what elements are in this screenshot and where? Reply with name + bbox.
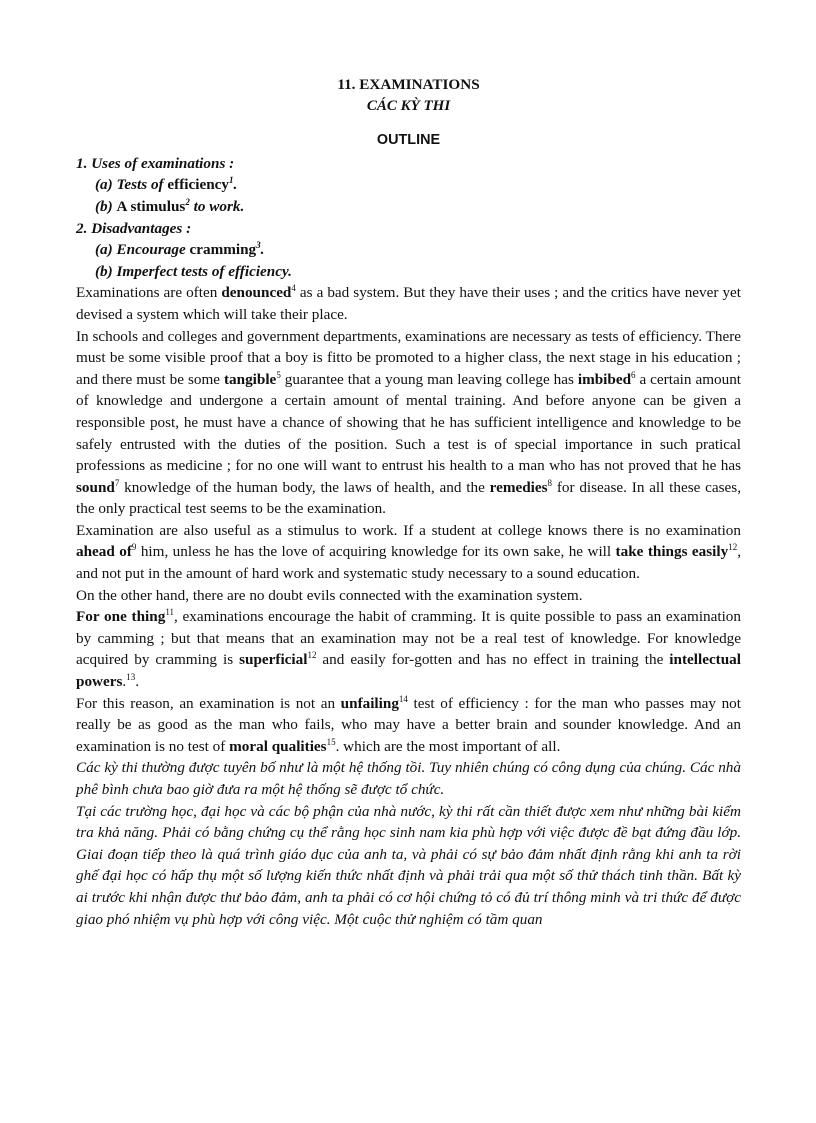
text: . which are the most important of all. <box>335 737 561 755</box>
footnote-ref: 3 <box>256 240 261 251</box>
text: him, unless he has the love of acquiring knowledge for its own sake, he will <box>136 543 616 561</box>
outline-text: (a) Encourage <box>95 241 190 259</box>
vietnamese-paragraph-2: Tại các trường học, đại học và các bộ phận của nhà nước, kỳ thi rất cần thiết được xem như những bài kiểm tra khả năng. Phải có bằng chứng cụ thể rằng học sinh nam kia phù hợp với việc được đề bạt đứng đầu lớp. Giai đoạn tiếp theo là quá trình giáo dục của anh ta, và phải có sự bảo đảm nhất định rằng khi anh ta rời ghế đại học có hấp thụ một số lượng kiến thức nhất định và phải trải qua một số thử thách tinh thần. Bất kỳ ai trước khi nhận được thư bảo đảm, anh ta phải có cơ hội chứng tỏ có đủ trí thông minh và tri thức để được giao phó nhiệm vụ phù hợp với công việc. Một cuộc thử nghiệm có tầm quan <box>76 802 741 928</box>
paragraph-4: On the other hand, there are no doubt evils connected with the examination system. <box>76 586 583 604</box>
outline-section-1: 1. Uses of examinations : <box>76 154 235 172</box>
text: and easily for-gotten and has no effect in training the <box>316 651 670 669</box>
text: . <box>135 673 139 691</box>
vocab-term: remedies <box>489 478 548 496</box>
text: , examinations encourage the habit of cramming. It is quite possible to pass an examination by camming ; but that means that an examination may not be a real test of knowledge. For knowledge acquired by cramming is <box>76 608 741 669</box>
vocab-term: denounced <box>221 284 292 302</box>
footnote-ref: 12 <box>728 542 738 553</box>
paragraph-1 <box>76 282 741 325</box>
paragraph-6 <box>76 693 741 758</box>
text: for disease. In all these cases, the only practical test seems to be the examination. <box>76 478 741 518</box>
outline-item-2a <box>76 239 741 261</box>
text: guarantee that a young man leaving college has <box>280 370 578 388</box>
paragraph-5 <box>76 606 741 692</box>
vocab-term: intellectual powers <box>76 651 741 691</box>
footnote-ref: 7 <box>114 477 120 488</box>
document-page <box>76 74 741 930</box>
outline-text: (a) Tests of <box>95 176 168 194</box>
footnote-ref: 11 <box>165 607 174 618</box>
paragraph-2 <box>76 326 741 520</box>
text: . <box>122 673 127 691</box>
text: For this reason, an examination is not an <box>76 694 341 712</box>
vocab-term: sound <box>76 478 115 496</box>
text: a certain amount of knowledge and undergone a certain amount of mental training. And before anyone can be given a responsible post, he must have a chance of showing that he has sufficient intelligence and knowledge to be safely entrusted with the duties of the position. Such a test is of special importance in such pratical professions as medicine ; for no one will want to entrust his health to a man who has not proved that he has <box>76 370 742 475</box>
footnote-ref: 12 <box>307 650 317 661</box>
outline-term: efficiency <box>167 176 229 194</box>
outline-text: . <box>233 176 238 194</box>
outline-term: cramming <box>189 241 257 259</box>
vocab-term: unfailing <box>340 694 399 712</box>
text: Examinations are often <box>76 284 222 302</box>
outline-text: . <box>260 241 265 259</box>
footnote-ref: 1 <box>228 175 234 186</box>
outline-item-1b <box>76 196 741 218</box>
vocab-term: take things easily <box>615 543 729 561</box>
text: as a bad system. But they have their uses ; and the critics have never yet devised a system which will take their place. <box>76 284 741 323</box>
outline-item-1a <box>76 174 741 196</box>
paragraph-3 <box>76 520 741 585</box>
chapter-subtitle: CÁC KỲ THI <box>366 97 451 114</box>
outline-heading: OUTLINE <box>376 132 441 149</box>
vocab-term: tangible <box>223 370 277 388</box>
vocab-term: imbibed <box>577 370 632 388</box>
text: , and not put in the amount of hard work and systematic study necessary to a sound education. <box>76 543 741 583</box>
outline-term: A stimulus <box>116 197 186 215</box>
vocab-term: ahead of <box>76 543 132 561</box>
text: test of efficiency : for the man who passes may not really be as good as the man who fails, who may have a better brain and sounder knowledge. And an examination is no test of <box>76 694 741 755</box>
footnote-ref: 4 <box>291 283 296 294</box>
footnote-ref: 9 <box>131 542 137 553</box>
text: In schools and colleges and government departments, examinations are necessary as tests of efficiency. There must be some visible proof that a boy is fitto be promoted to a higher class, the next stage in his education ; and there must be some <box>76 327 741 388</box>
vocab-term: moral qualities <box>229 737 327 755</box>
vietnamese-paragraph-1: Các kỳ thi thường được tuyên bố như là một hệ thống tồi. Tuy nhiên chúng có công dụng của chúng. Các nhà phê bình chưa bao giờ đưa ra một hệ thống sẽ được tổ chức. <box>76 759 741 798</box>
vocab-term: For one thing <box>76 608 166 626</box>
footnote-ref: 15 <box>326 736 336 747</box>
chapter-title: 11. EXAMINATIONS <box>337 76 480 93</box>
text: Examination are also useful as a stimulus to work. If a student at college knows there is no examination <box>76 521 741 539</box>
outline-text: to work. <box>189 197 245 215</box>
outline-section-2: 2. Disadvantages : <box>76 219 192 237</box>
footnote-ref: 13 <box>126 672 136 683</box>
text: knowledge of the human body, the laws of health, and the <box>119 478 490 496</box>
footnote-ref: 8 <box>547 477 553 488</box>
footnote-ref: 5 <box>276 369 281 380</box>
vocab-term: superficial <box>239 651 308 669</box>
footnote-ref: 6 <box>631 369 636 380</box>
footnote-ref: 2 <box>185 196 190 207</box>
footnote-ref: 14 <box>398 693 408 704</box>
outline-item-2b: (b) Imperfect tests of efficiency. <box>95 262 292 280</box>
outline-text: (b) <box>95 197 117 215</box>
